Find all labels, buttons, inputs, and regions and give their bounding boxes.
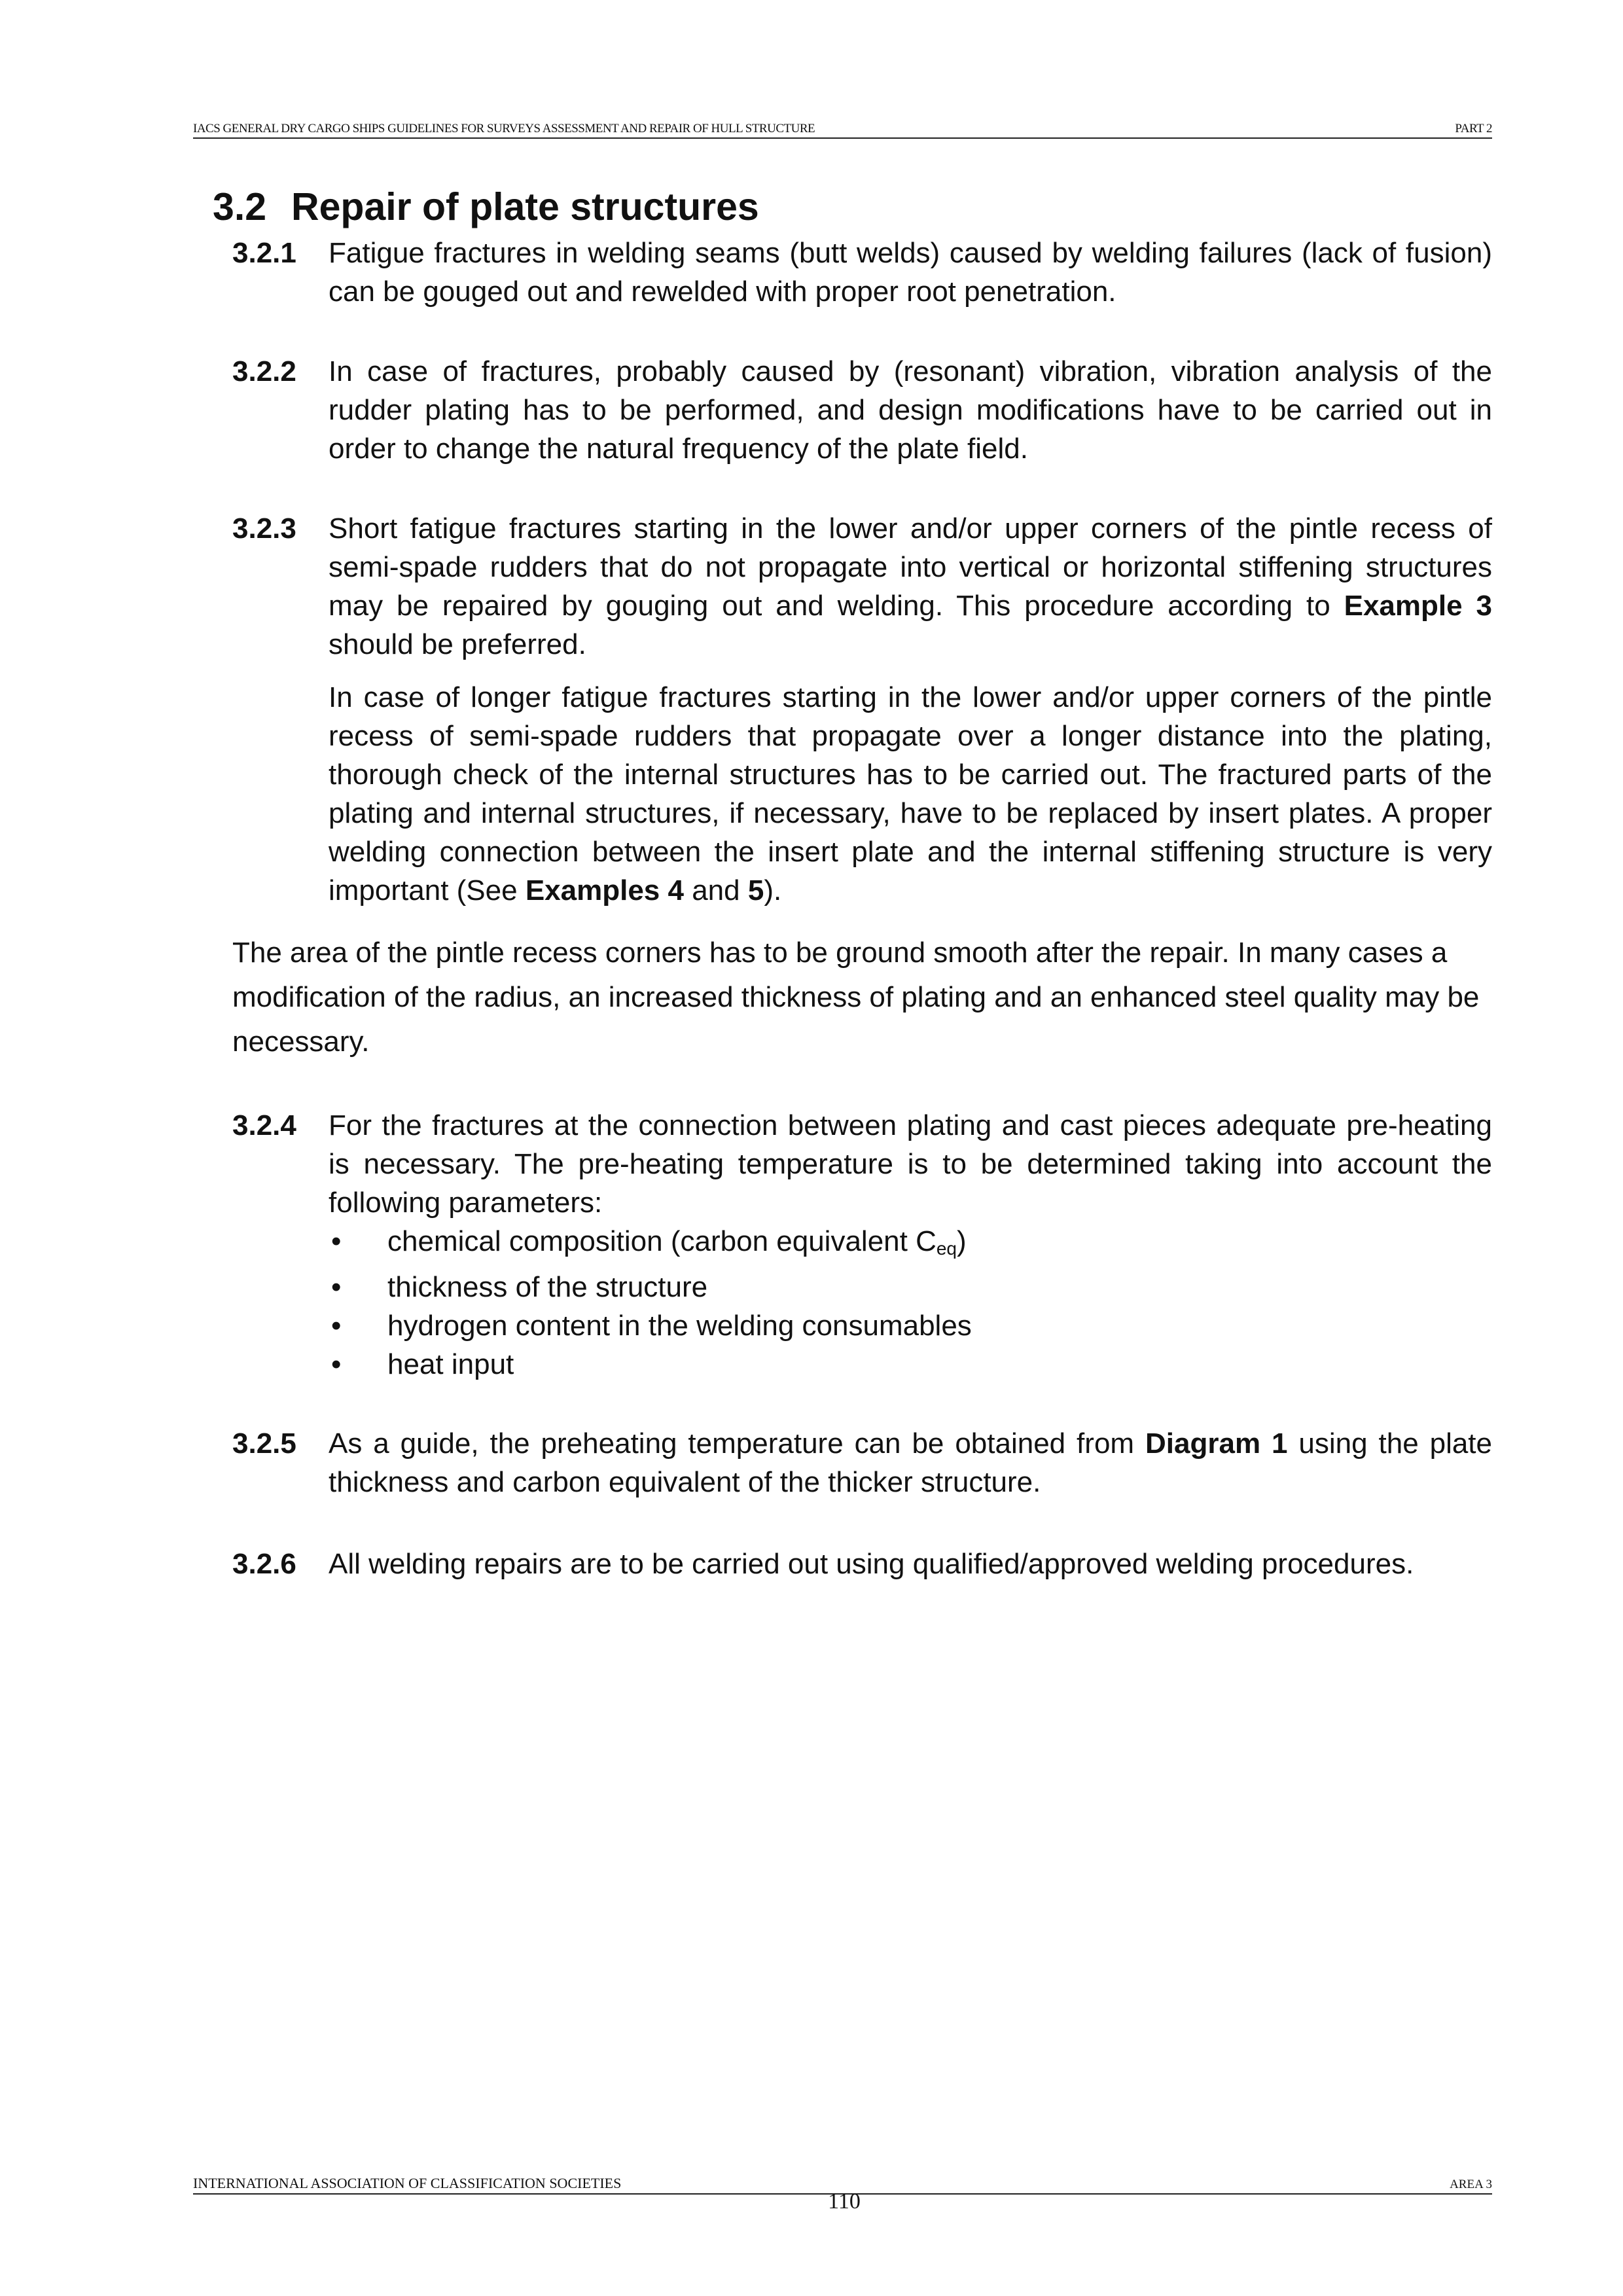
paragraph-text: Short fatigue fractures starting in the lower and/or upper corners of the pintle recess of semi-spade rudders that do not propagate into vertical or horizontal stiffening structures may be repaired by gouging out and welding. This procedure according to Example 3 should be preferred. — [329, 512, 1492, 660]
bullet-icon: • — [331, 1225, 342, 1257]
parameter-list — [329, 1222, 1492, 1384]
paragraph-number: 3.2.1 — [232, 237, 296, 269]
running-header — [193, 120, 1492, 139]
paragraph-text: As a guide, the preheating temperature can be obtained from Diagram 1 using the plate thickness and carbon equivalent of the thicker structure. — [329, 1427, 1493, 1498]
paragraph-text: All welding repairs are to be carried out using qualified/approved welding procedures. — [329, 1548, 1414, 1580]
paragraph-number: 3.2.3 — [232, 512, 296, 545]
diagram-1-ref: Diagram 1 — [1145, 1427, 1288, 1460]
example-3-ref: Example 3 — [1344, 590, 1492, 622]
page-number: 110 — [828, 2189, 861, 2214]
header-title: IACS GENERAL DRY CARGO SHIPS GUIDELINES FOR SURVEYS ASSESSMENT AND REPAIR OF HULL STRUCTURE — [193, 122, 815, 135]
paragraph-3-2-6 — [232, 1545, 1492, 1583]
footer-area: AREA 3 — [1450, 2178, 1492, 2191]
paragraph-text: For the fractures at the connection between plating and cast pieces adequate pre-heating is necessary. The pre-heating temperature is to be determined taking into account the following parameters: — [329, 1109, 1492, 1219]
paragraph-number: 3.2.2 — [232, 355, 296, 387]
paragraph-3-2-1 — [232, 234, 1492, 311]
list-item: • heat input — [329, 1345, 1492, 1384]
paragraph-number: 3.2.5 — [232, 1427, 296, 1460]
example-5-ref: 5 — [747, 874, 764, 906]
paragraph-3-2-4 — [232, 1106, 1492, 1384]
paragraph-text: In case of fractures, probably caused by (resonant) vibration, vibration analysis of the rudder plating has to be performed, and design modifications have to be carried out in order to change the natural frequency of the plate field. — [329, 355, 1492, 465]
paragraph-number: 3.2.4 — [232, 1109, 296, 1141]
pintle-recess-note: The area of the pintle recess corners has to be ground smooth after the repair. In many cases a modification of the radius, an increased thickness of plating and an enhanced steel quality may be necessary. — [232, 937, 1480, 1058]
footer-organization: INTERNATIONAL ASSOCIATION OF CLASSIFICATION SOCIETIES — [193, 2175, 622, 2191]
example-4-ref: Examples 4 — [525, 874, 684, 906]
paragraph-text: Fatigue fractures in welding seams (butt welds) caused by welding failures (lack of fusion) can be gouged out and rewelded with proper root penetration. — [329, 237, 1492, 308]
section-number: 3.2 — [213, 185, 267, 228]
paragraph-3-2-3 — [232, 509, 1492, 910]
paragraph-number: 3.2.6 — [232, 1548, 296, 1580]
paragraph-3-2-2 — [232, 352, 1492, 468]
bullet-icon: • — [331, 1271, 342, 1303]
bullet-icon: • — [331, 1310, 342, 1342]
paragraph-text-continued: In case of longer fatigue fractures starting in the lower and/or upper corners of the pintle recess of semi-spade rudders that propagate over a longer distance into the plating, thorough check of the internal structures has to be carried out. The fractured parts of the plating and internal structures, if necessary, have to be replaced by insert plates. A proper welding connection between the insert plate and the internal stiffening structure is very important (See Examples 4 and 5). — [329, 681, 1492, 906]
section-heading — [213, 185, 759, 229]
list-item: • chemical composition (carbon equivalent $C_{eq}$) — [329, 1222, 1492, 1268]
list-item: • thickness of the structure — [329, 1268, 1492, 1306]
section-title: Repair of plate structures — [291, 185, 759, 228]
bullet-icon: • — [331, 1348, 342, 1380]
paragraph-3-2-5 — [232, 1424, 1492, 1501]
list-item: • hydrogen content in the welding consumables — [329, 1306, 1492, 1345]
header-part: PART 2 — [1455, 122, 1492, 135]
